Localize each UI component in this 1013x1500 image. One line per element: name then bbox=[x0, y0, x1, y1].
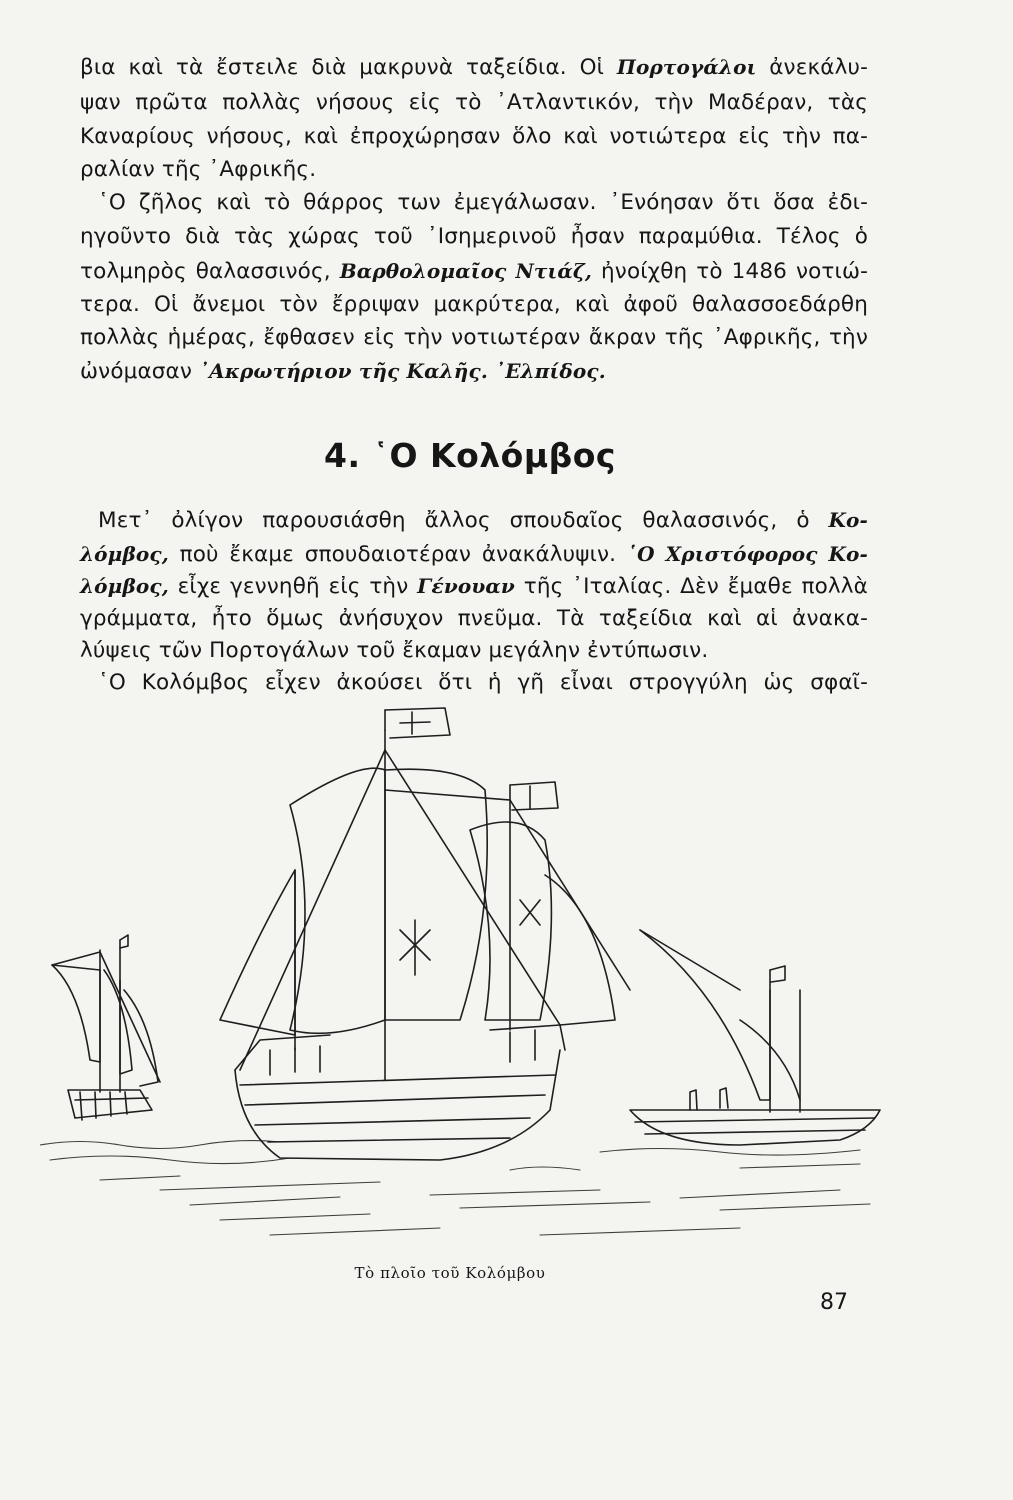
text-line: ῾Ο Κολόμβος εἶχεν ἀκούσει ὅτι ἡ γῆ εἶναι στρογγύλη ὡς σφαῖ- bbox=[98, 670, 868, 695]
emphasis-term: ᾿Ακρωτήριον τῆς Καλῆς. ᾿Ελπίδος. bbox=[199, 359, 606, 383]
text-line: τολμηρὸς θαλασσινός, Βαρθολομαῖος Ντιάζ, ἠνοίχθη τὸ 1486 νοτιώ- bbox=[80, 259, 869, 284]
emphasis-term: λόμβος, bbox=[80, 574, 169, 598]
main-ship bbox=[220, 708, 630, 1160]
text-line: Καναρίους νήσους, καὶ ἐπροχώρησαν ὅλο καὶ νοτιώτερα εἰς τὴν πα- bbox=[80, 124, 868, 149]
text-line: λόμβος, ποὺ ἔκαμε σπουδαιοτέραν ἀνακάλυψιν. ῾Ο Χριστόφορος Κο- bbox=[80, 542, 868, 567]
text-line: γράμματα, ἦτο ὅμως ἀνήσυχον πνεῦμα. Τὰ ταξείδια καὶ αἱ ἀνακα- bbox=[80, 606, 868, 631]
text-line: βια καὶ τὰ ἔστειλε διὰ μακρυνὰ ταξείδια. Οἱ Πορτογάλοι ἀνεκάλυ- bbox=[80, 55, 868, 80]
right-ship bbox=[630, 930, 880, 1145]
text-line: λύψεις τῶν Πορτογάλων τοῦ ἔκαμαν μεγάλην ἐντύπωσιν. bbox=[80, 638, 709, 663]
emphasis-term: λόμβος, bbox=[80, 542, 169, 566]
figure-caption: Τὸ πλοῖο τοῦ Κολόμβου bbox=[354, 1264, 546, 1282]
text-line: τερα. Οἱ ἄνεμοι τὸν ἔρριψαν μακρύτερα, καὶ ἀφοῦ θαλασσοεδάρθη bbox=[80, 292, 868, 317]
emphasis-term: Πορτογάλοι bbox=[616, 55, 757, 79]
left-ship bbox=[52, 935, 160, 1120]
text-line: πολλὰς ἡμέρας, ἔφθασεν εἰς τὴν νοτιωτέραν ἄκραν τῆς ᾿Αφρικῆς, τὴν bbox=[80, 325, 868, 350]
section-heading: 4. ῾Ο Κολόμβος bbox=[324, 436, 616, 475]
emphasis-term: Βαρθολομαῖος Ντιάζ, bbox=[339, 259, 593, 283]
emphasis-term: Κο- bbox=[828, 508, 868, 532]
text-line: ῾Ο ζῆλος καὶ τὸ θάρρος των ἐμεγάλωσαν. ᾿Ενόησαν ὅτι ὅσα ἐδι- bbox=[98, 190, 868, 215]
page-number: 87 bbox=[820, 1290, 848, 1315]
ships-illustration bbox=[40, 690, 890, 1250]
text-line: λόμβος, εἶχε γεννηθῆ εἰς τὴν Γένουαν τῆς ᾿Ιταλίας. Δὲν ἔμαθε πολλὰ bbox=[80, 574, 869, 599]
text-line: ὠνόμασαν ᾿Ακρωτήριον τῆς Καλῆς. ᾿Ελπίδος. bbox=[80, 359, 606, 384]
emphasis-term: ῾Ο Χριστόφορος Κο- bbox=[626, 542, 868, 566]
sea-waves bbox=[40, 1141, 870, 1235]
text-line: ραλίαν τῆς ᾿Αφρικῆς. bbox=[80, 157, 317, 182]
text-line: Μετ᾿ ὀλίγον παρουσιάσθη ἄλλος σπουδαῖος θαλασσινός, ὁ Κο- bbox=[98, 508, 868, 533]
text-line: ηγοῦντο διὰ τὰς χώρας τοῦ ᾿Ισημερινοῦ ἦσαν παραμύθια. Τέλος ὁ bbox=[80, 224, 868, 249]
emphasis-term: Γένουαν bbox=[417, 574, 515, 598]
text-line: ψαν πρῶτα πολλὰς νήσους εἰς τὸ ᾿Ατλαντικόν, τὴν Μαδέραν, τὰς bbox=[80, 90, 868, 115]
